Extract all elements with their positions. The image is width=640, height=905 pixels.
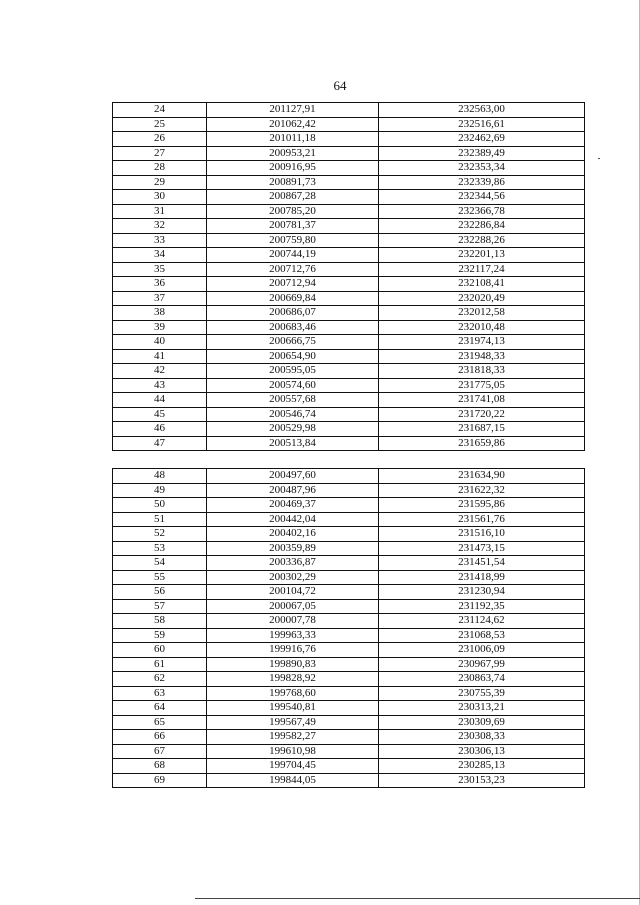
table-row: [113, 422, 585, 437]
table-row: [113, 773, 585, 788]
y-coordinate-cell: 230308,33: [379, 730, 585, 745]
point-number-cell: 36: [113, 277, 207, 292]
point-number-cell: 63: [113, 686, 207, 701]
x-coordinate-cell: 200654,90: [207, 349, 379, 364]
point-number-cell: 50: [113, 498, 207, 513]
y-coordinate-cell: 231622,32: [379, 483, 585, 498]
table-row: [113, 556, 585, 571]
y-coordinate-cell: 231659,86: [379, 436, 585, 451]
table-row: [113, 585, 585, 600]
x-coordinate-cell: 199844,05: [207, 773, 379, 788]
point-number-cell: 37: [113, 291, 207, 306]
table-row: [113, 599, 585, 614]
table-row: [113, 219, 585, 234]
point-number-cell: 51: [113, 512, 207, 527]
y-coordinate-cell: 231418,99: [379, 570, 585, 585]
table-row: [113, 103, 585, 118]
point-number-cell: 54: [113, 556, 207, 571]
x-coordinate-cell: 200336,87: [207, 556, 379, 571]
x-coordinate-cell: 200595,05: [207, 364, 379, 379]
point-number-cell: 45: [113, 407, 207, 422]
x-coordinate-cell: 200712,76: [207, 262, 379, 277]
point-number-cell: 43: [113, 378, 207, 393]
point-number-cell: 58: [113, 614, 207, 629]
point-number-cell: 57: [113, 599, 207, 614]
table-row: [113, 335, 585, 350]
table-row: [113, 483, 585, 498]
x-coordinate-cell: 200104,72: [207, 585, 379, 600]
y-coordinate-cell: 232563,00: [379, 103, 585, 118]
table-row: [113, 614, 585, 629]
point-number-cell: 56: [113, 585, 207, 600]
x-coordinate-cell: 200867,28: [207, 190, 379, 205]
table-row: [113, 759, 585, 774]
point-number-cell: 33: [113, 233, 207, 248]
y-coordinate-cell: 230306,13: [379, 744, 585, 759]
scan-speck: [598, 158, 600, 159]
point-number-cell: 26: [113, 132, 207, 147]
y-coordinate-cell: 230313,21: [379, 701, 585, 716]
table-row: [113, 744, 585, 759]
y-coordinate-cell: 231775,05: [379, 378, 585, 393]
y-coordinate-cell: 231068,53: [379, 628, 585, 643]
table-row: [113, 570, 585, 585]
y-coordinate-cell: 231124,62: [379, 614, 585, 629]
point-number-cell: 62: [113, 672, 207, 687]
y-coordinate-cell: 232339,86: [379, 175, 585, 190]
x-coordinate-cell: 199567,49: [207, 715, 379, 730]
table-body: [113, 103, 585, 451]
y-coordinate-cell: 231561,76: [379, 512, 585, 527]
x-coordinate-cell: 200487,96: [207, 483, 379, 498]
x-coordinate-cell: 200302,29: [207, 570, 379, 585]
x-coordinate-cell: 200744,19: [207, 248, 379, 263]
table-row: [113, 643, 585, 658]
point-number-cell: 34: [113, 248, 207, 263]
x-coordinate-cell: 200712,94: [207, 277, 379, 292]
x-coordinate-cell: 201062,42: [207, 117, 379, 132]
point-number-cell: 40: [113, 335, 207, 350]
point-number-cell: 53: [113, 541, 207, 556]
y-coordinate-cell: 232010,48: [379, 320, 585, 335]
point-number-cell: 67: [113, 744, 207, 759]
table-row: [113, 512, 585, 527]
x-coordinate-cell: 199916,76: [207, 643, 379, 658]
table-row: [113, 248, 585, 263]
point-number-cell: 65: [113, 715, 207, 730]
y-coordinate-cell: 231230,94: [379, 585, 585, 600]
y-coordinate-cell: 231451,54: [379, 556, 585, 571]
table-row: [113, 117, 585, 132]
point-number-cell: 32: [113, 219, 207, 234]
point-number-cell: 55: [113, 570, 207, 585]
x-coordinate-cell: 199610,98: [207, 744, 379, 759]
point-number-cell: 66: [113, 730, 207, 745]
x-coordinate-cell: 200686,07: [207, 306, 379, 321]
x-coordinate-cell: 199828,92: [207, 672, 379, 687]
point-number-cell: 68: [113, 759, 207, 774]
y-coordinate-cell: 231634,90: [379, 469, 585, 484]
point-number-cell: 49: [113, 483, 207, 498]
y-coordinate-cell: 230309,69: [379, 715, 585, 730]
coordinates-table-upper: [112, 102, 585, 451]
x-coordinate-cell: 200469,37: [207, 498, 379, 513]
table-row: [113, 378, 585, 393]
table-row: [113, 291, 585, 306]
point-number-cell: 48: [113, 469, 207, 484]
table-row: [113, 393, 585, 408]
y-coordinate-cell: 231192,35: [379, 599, 585, 614]
point-number-cell: 41: [113, 349, 207, 364]
point-number-cell: 39: [113, 320, 207, 335]
y-coordinate-cell: 232012,58: [379, 306, 585, 321]
x-coordinate-cell: 200916,95: [207, 161, 379, 176]
table-row: [113, 672, 585, 687]
y-coordinate-cell: 231473,15: [379, 541, 585, 556]
x-coordinate-cell: 200953,21: [207, 146, 379, 161]
point-number-cell: 60: [113, 643, 207, 658]
table-row: [113, 436, 585, 451]
table-row: [113, 146, 585, 161]
point-number-cell: 42: [113, 364, 207, 379]
table-row: [113, 498, 585, 513]
table-row: [113, 349, 585, 364]
point-number-cell: 64: [113, 701, 207, 716]
y-coordinate-cell: 232516,61: [379, 117, 585, 132]
x-coordinate-cell: 199540,81: [207, 701, 379, 716]
x-coordinate-cell: 200529,98: [207, 422, 379, 437]
x-coordinate-cell: 200891,73: [207, 175, 379, 190]
point-number-cell: 25: [113, 117, 207, 132]
x-coordinate-cell: 200402,16: [207, 527, 379, 542]
x-coordinate-cell: 199704,45: [207, 759, 379, 774]
table-row: [113, 628, 585, 643]
y-coordinate-cell: 230755,39: [379, 686, 585, 701]
x-coordinate-cell: 200785,20: [207, 204, 379, 219]
table-row: [113, 657, 585, 672]
table-row: [113, 190, 585, 205]
table-row: [113, 715, 585, 730]
table-body: [113, 469, 585, 788]
point-number-cell: 27: [113, 146, 207, 161]
y-coordinate-cell: 231516,10: [379, 527, 585, 542]
table-row: [113, 161, 585, 176]
point-number-cell: 29: [113, 175, 207, 190]
x-coordinate-cell: 201127,91: [207, 103, 379, 118]
point-number-cell: 38: [113, 306, 207, 321]
x-coordinate-cell: 201011,18: [207, 132, 379, 147]
y-coordinate-cell: 232117,24: [379, 262, 585, 277]
x-coordinate-cell: 199963,33: [207, 628, 379, 643]
point-number-cell: 30: [113, 190, 207, 205]
y-coordinate-cell: 230967,99: [379, 657, 585, 672]
y-coordinate-cell: 231687,15: [379, 422, 585, 437]
y-coordinate-cell: 232020,49: [379, 291, 585, 306]
scan-bottom-line: [195, 898, 640, 899]
point-number-cell: 47: [113, 436, 207, 451]
x-coordinate-cell: 200759,80: [207, 233, 379, 248]
x-coordinate-cell: 200497,60: [207, 469, 379, 484]
point-number-cell: 31: [113, 204, 207, 219]
y-coordinate-cell: 232286,84: [379, 219, 585, 234]
y-coordinate-cell: 231720,22: [379, 407, 585, 422]
table-row: [113, 233, 585, 248]
point-number-cell: 61: [113, 657, 207, 672]
table-row: [113, 262, 585, 277]
x-coordinate-cell: 199768,60: [207, 686, 379, 701]
page-number: 64: [333, 78, 347, 93]
y-coordinate-cell: 231974,13: [379, 335, 585, 350]
y-coordinate-cell: 232288,26: [379, 233, 585, 248]
x-coordinate-cell: 200574,60: [207, 378, 379, 393]
x-coordinate-cell: 200359,89: [207, 541, 379, 556]
coordinates-table-lower: [112, 468, 585, 788]
point-number-cell: 52: [113, 527, 207, 542]
y-coordinate-cell: 230863,74: [379, 672, 585, 687]
table-row: [113, 175, 585, 190]
x-coordinate-cell: 200513,84: [207, 436, 379, 451]
x-coordinate-cell: 200781,37: [207, 219, 379, 234]
point-number-cell: 24: [113, 103, 207, 118]
x-coordinate-cell: 200007,78: [207, 614, 379, 629]
y-coordinate-cell: 232344,56: [379, 190, 585, 205]
y-coordinate-cell: 231948,33: [379, 349, 585, 364]
x-coordinate-cell: 200666,75: [207, 335, 379, 350]
y-coordinate-cell: 230285,13: [379, 759, 585, 774]
table-row: [113, 364, 585, 379]
table-row: [113, 730, 585, 745]
table-row: [113, 527, 585, 542]
point-number-cell: 35: [113, 262, 207, 277]
point-number-cell: 59: [113, 628, 207, 643]
y-coordinate-cell: 232108,41: [379, 277, 585, 292]
y-coordinate-cell: 231006,09: [379, 643, 585, 658]
table-row: [113, 320, 585, 335]
table-row: [113, 204, 585, 219]
table-row: [113, 469, 585, 484]
y-coordinate-cell: 230153,23: [379, 773, 585, 788]
x-coordinate-cell: 200683,46: [207, 320, 379, 335]
x-coordinate-cell: 200546,74: [207, 407, 379, 422]
table-row: [113, 306, 585, 321]
table-row: [113, 701, 585, 716]
x-coordinate-cell: 200442,04: [207, 512, 379, 527]
x-coordinate-cell: 200669,84: [207, 291, 379, 306]
table-row: [113, 407, 585, 422]
y-coordinate-cell: 232201,13: [379, 248, 585, 263]
x-coordinate-cell: 200067,05: [207, 599, 379, 614]
y-coordinate-cell: 231741,08: [379, 393, 585, 408]
y-coordinate-cell: 232353,34: [379, 161, 585, 176]
y-coordinate-cell: 232462,69: [379, 132, 585, 147]
y-coordinate-cell: 232389,49: [379, 146, 585, 161]
point-number-cell: 69: [113, 773, 207, 788]
point-number-cell: 44: [113, 393, 207, 408]
point-number-cell: 28: [113, 161, 207, 176]
point-number-cell: 46: [113, 422, 207, 437]
y-coordinate-cell: 232366,78: [379, 204, 585, 219]
x-coordinate-cell: 199582,27: [207, 730, 379, 745]
table-row: [113, 541, 585, 556]
table-row: [113, 686, 585, 701]
table-row: [113, 277, 585, 292]
y-coordinate-cell: 231818,33: [379, 364, 585, 379]
table-row: [113, 132, 585, 147]
x-coordinate-cell: 200557,68: [207, 393, 379, 408]
y-coordinate-cell: 231595,86: [379, 498, 585, 513]
x-coordinate-cell: 199890,83: [207, 657, 379, 672]
